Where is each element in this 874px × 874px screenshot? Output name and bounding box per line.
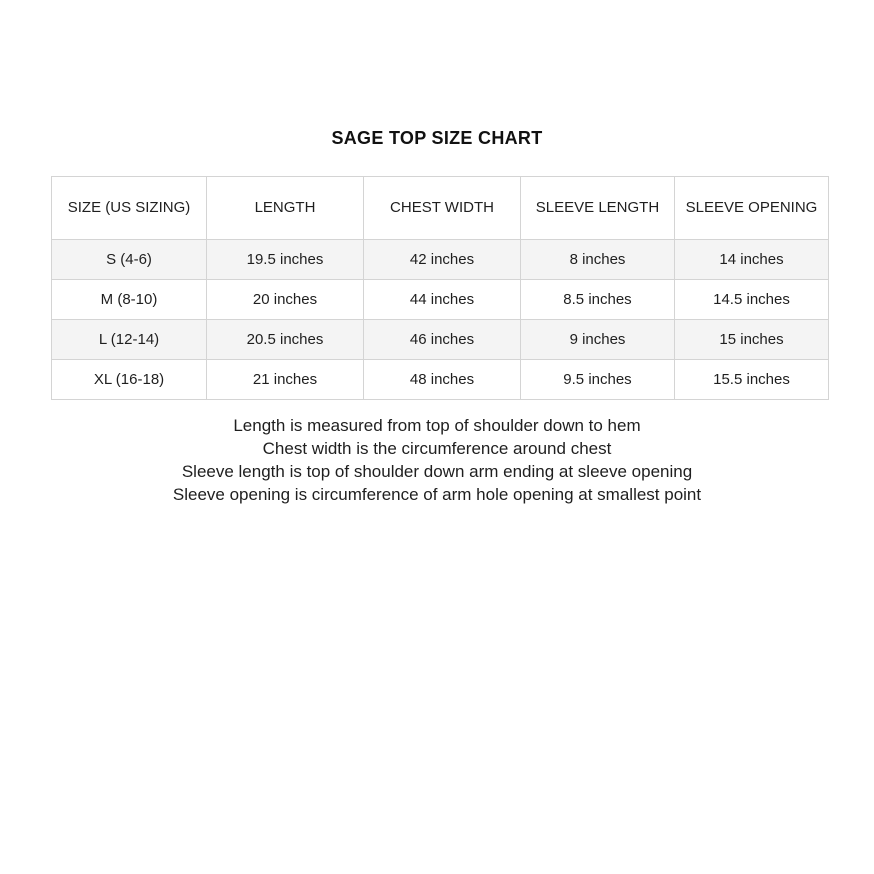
column-header-sleeve-length: SLEEVE LENGTH [521, 177, 675, 240]
note-sleeve-opening: Sleeve opening is circumference of arm hole opening at smallest point [172, 485, 702, 504]
cell-size: M (8-10) [52, 280, 207, 320]
cell-sleeve-opening: 15 inches [675, 320, 829, 360]
cell-length: 20 inches [207, 280, 364, 320]
cell-sleeve-length: 8 inches [521, 240, 675, 280]
cell-length: 20.5 inches [207, 320, 364, 360]
cell-chest-width: 42 inches [364, 240, 521, 280]
note-sleeve-length: Sleeve length is top of shoulder down arm ending at sleeve opening [181, 462, 693, 481]
cell-size: L (12-14) [52, 320, 207, 360]
column-header-chest-width: CHEST WIDTH [364, 177, 521, 240]
note-chest-width: Chest width is the circumference around chest [262, 439, 612, 458]
table-row [52, 240, 829, 280]
column-header-size: SIZE (US SIZING) [52, 177, 207, 240]
cell-length: 21 inches [207, 360, 364, 400]
table-row [52, 320, 829, 360]
note-length: Length is measured from top of shoulder down to hem [233, 416, 641, 435]
column-header-length: LENGTH [207, 177, 364, 240]
cell-sleeve-length: 9.5 inches [521, 360, 675, 400]
cell-size: XL (16-18) [52, 360, 207, 400]
table-header [52, 177, 829, 240]
cell-chest-width: 46 inches [364, 320, 521, 360]
measurement-notes [0, 414, 874, 506]
cell-sleeve-length: 9 inches [521, 320, 675, 360]
table-header-row [52, 177, 829, 240]
cell-chest-width: 44 inches [364, 280, 521, 320]
cell-chest-width: 48 inches [364, 360, 521, 400]
cell-sleeve-opening: 14.5 inches [675, 280, 829, 320]
table-body [52, 240, 829, 400]
cell-sleeve-opening: 14 inches [675, 240, 829, 280]
column-header-sleeve-opening: SLEEVE OPENING [675, 177, 829, 240]
size-chart-table-wrapper [51, 176, 828, 400]
cell-length: 19.5 inches [207, 240, 364, 280]
size-chart-table [51, 176, 829, 400]
page-title: SAGE TOP SIZE CHART [331, 128, 543, 148]
table-row [52, 280, 829, 320]
cell-sleeve-length: 8.5 inches [521, 280, 675, 320]
table-row [52, 360, 829, 400]
cell-sleeve-opening: 15.5 inches [675, 360, 829, 400]
cell-size: S (4-6) [52, 240, 207, 280]
